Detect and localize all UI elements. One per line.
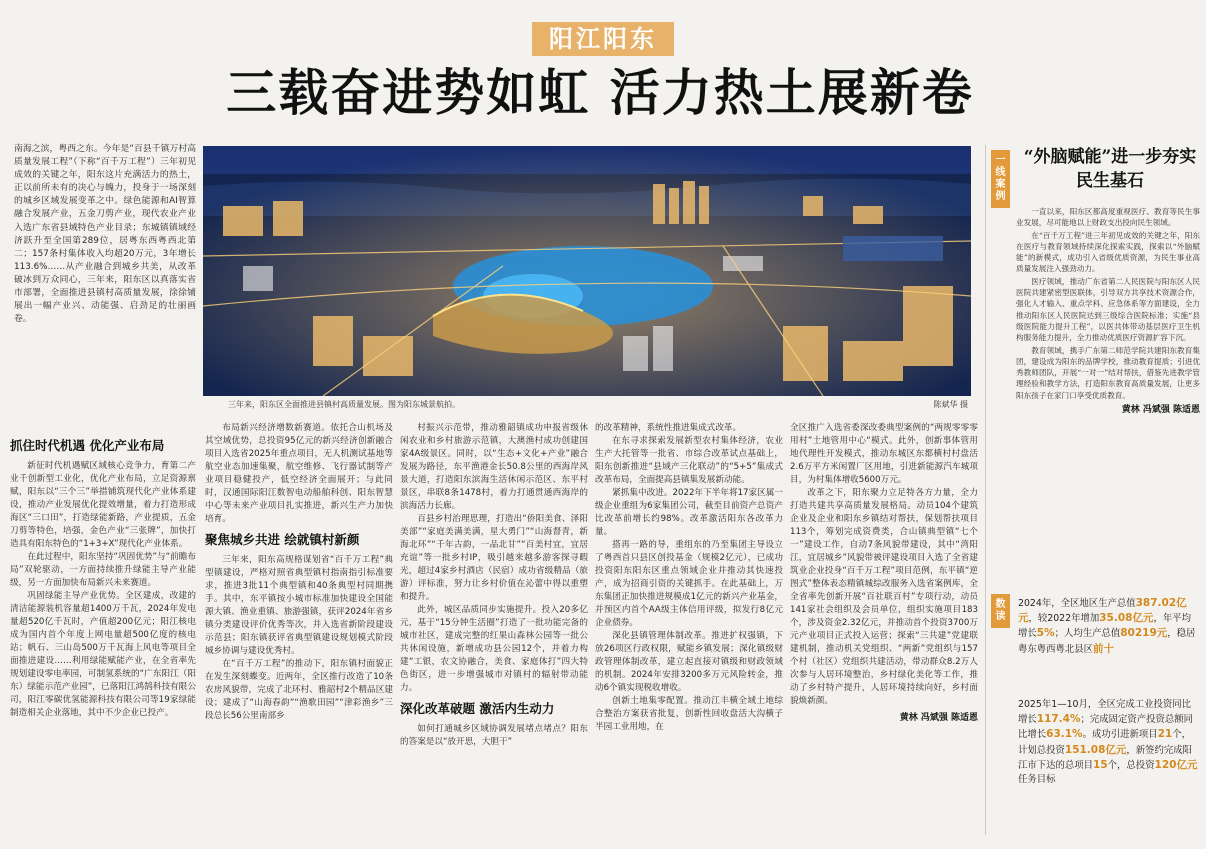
paragraph: 的改革精神，系统性推进集成式改革。	[595, 423, 742, 433]
paragraph: 在东寻求探索发展新型农村集体经济，农业生产大托管等一批省、市综合改革试点基础上，阳东创新推进“县域产三化联动”的“5+5”集成式改革布局，全面提高县镇集发展新动能。	[595, 436, 783, 485]
new-projects-count: 21	[1157, 728, 1173, 741]
sidebar-byline: 黄林 冯斌强 陈适恩	[1121, 405, 1200, 416]
paragraph: 全区推广入选省委深改委典型案例的“两规零零零用村”土地管用中心“模式。此外，创新事体管用地代理性开发模式，推动东城区东都横村村盘活2.6万平方米闲置厂区用地，引进新能源汽车城项目，为村集体增收5600万元。	[790, 423, 978, 485]
data-text: ，新签约完成阳江市下达的总项目	[1018, 744, 1193, 771]
fixed-asset-growth: 63.1%	[1046, 728, 1083, 741]
data-block-gdp	[1018, 596, 1200, 657]
paragraph: 紧抓集中改进。2022年下半年将17家区属一级企业重组为6家集团公司，截至目前资产总资产比改革前增长约98%。改革激活阳东各改革力量。	[595, 488, 783, 537]
photo-caption	[228, 399, 968, 410]
article-column-1	[10, 432, 196, 720]
section-tag: 阳江阳东	[532, 22, 674, 56]
intro-paragraph: 南海之滨，粤西之东。今年是“百县千镇万村高质量发展工程”（下称“百千万工程”）三年初见成效的关键之年，阳东这片充满活力的热土，正以前所未有的决心与魄力，投身于一场深刻的城乡区域发展变革之中。绿色能源和AI智算融合发展产业，五金刀剪产业，现代农业产业入选广东省县域特色产业目录；东城镇镇域经济跃升至全国第289位，居粤东西粤西北第二；157条村集体收入均超20万元，3年增长113.6%……从产业融合到城乡共美，从改革破冰到万众同心，三年来，阳东区以真落实省市部署，全面推进县镇村高质量发展，徐徐铺展出一幅产业兴、动能强、启劲足的壮丽画卷。	[14, 144, 196, 325]
data-text: ，稳居粤东粤西粤北县区	[1018, 628, 1196, 655]
city-night-photo	[203, 146, 971, 396]
target-projects-count: 15	[1093, 758, 1108, 771]
data-text: 个，总投资	[1107, 759, 1155, 771]
per-capita-value: 80219元	[1120, 627, 1168, 640]
section-heading-urban-rural: 聚焦城乡共进 绘就镇村新颜	[205, 532, 360, 547]
paragraph: 巩固绿能主导产业优势。全区建成，改建的清洁能源装机容量超1400万千瓦，2024年发电量超520亿千瓦时，产值超200亿元；阳江核电成为国内首个年度上网电量超500亿度的核电站；帆石、三山岛500万千瓦海上风电等项目全面推进建设……利用绿能赋能产业，在全省率先规划建设零电率园，可制氢系统的“广东阳江（阳东）绿能示范产业园”，已落阳江鸿鹄科技有限公司，阳江零碳优氢能源科技有限公司等19家绿能制造相关企业落地，其中不少企业已投产。	[10, 591, 196, 718]
paragraph: 搭再一路的导，重组东的乃至集团主导设立了粤西首只县区创投基金（规模2亿元），已成功投资阳东阳东区重点领域企业并推动其快速投产，成为招商引资的关键抓手。在此基础上，万东集团正加快推进规模成1亿元的新兴产业基金，并预区内首个AA级主体信用评级，拟发行8亿元企业债券。	[595, 540, 783, 628]
caption-text: 三年来，阳东区全面推进县镇村高质量发展。图为阳东城景航拍。	[228, 400, 460, 409]
page-headline: 三载奋进势如虹 活力热土展新卷	[226, 63, 974, 122]
article-column-2	[205, 422, 393, 723]
industrial-investment-growth: 117.4%	[1036, 713, 1081, 726]
data-text: 。成功引进新项目	[1082, 729, 1158, 741]
sidebar-article	[1016, 206, 1200, 416]
aerial-city-illustration	[203, 146, 971, 396]
main-byline: 黄林 冯斌强 陈适恩	[899, 713, 978, 723]
column-divider	[985, 145, 986, 835]
photo-credit: 陈斌华 摄	[933, 400, 968, 409]
data-text: 2024年，全区地区生产总值	[1018, 598, 1136, 609]
paragraph: 改革之下，阳东聚力立足特各方力量，全力打造共建共享高质量发展格局。动员104个建筑企业及企业和阳东乡镇结对帮扶，保划帮扶项目113个，筹划完成资费类，合山镇典型镇“七个一”建设工作，自动7条风貌带建设，其中“湾阳江，宜居城乡”风貌带被评建设项目入选了全省建筑业企业投身“百千万工程”项目范例，东平镇“逆图式”整体表态精镇城综改服务入选省案例库，全全省率先创新开展“百社联百村”专项行动，动员141家社会组织及会员单位，组织实施项目183个，涉及资金2.32亿元，并推动首个投资3700万元产业项目正式投入运营；探索“三共建”党建联建机制，推动机关党组织、“两新”党组织与157个村（社区）党组织共建活动，带动群众8.2万人次参与人居环境整治，乡村绿化美化等工作，推动了乡村特产提升，人居环境持续向好，乡村面貌焕新颜。	[790, 488, 978, 706]
paragraph: 新征时代机遇赋区域核心竞争力，育第二产业千创新型工业化，优化产业布局，立足资源禀赋，阳东以“三个三”举措铺筑现代化产业体系建设，推动产业发展优化提效增量，着力打造形成海区“三口田”，打造绿能新路，产业提质，五金刀剪等特色，培强，金色产业“三张牌”，加快打造具有阳东特色的“1+3+X”现代化产业体系。	[10, 461, 196, 549]
data-text: 个，计划总投资	[1018, 729, 1191, 756]
sidebar-title: “外脑赋能”进一步夯实民生基石	[1023, 147, 1197, 191]
paragraph: 村振兴示范带，推动雅韶镇成功申报省级休闲农业和乡村旅游示范镇，大澳渔村成功创建国家4A级景区。同时，以“生态+文化+产业”融合发展为路径，东平渔港金长50.8公里的西海岸风景大道，打造阳东滨海生活休闲示范区、东平村景区，串联8条1478村，着力打通贯通西海岸的滨海活力长廊。	[400, 423, 588, 511]
data-text: 2025年1—10月，全区完成工业投资同比增长	[1018, 699, 1192, 726]
section-heading-reform: 深化改革破题 激活内生动力	[400, 701, 555, 716]
paragraph: 深化县镇管理体制改革。推进扩权强镇，下放26项区行政权限，赋能乡镇发展；深化镇级财政管理体制改革，建立起直接对镇级和财政领域的机制。2024年安排3200多万元风险转金，推动6个镇实现税收增收。	[595, 631, 783, 693]
ranking-value: 前十	[1093, 642, 1115, 655]
case-label: 一线案例	[991, 150, 1010, 208]
paragraph: 如何打通城乡区域协调发展堵点堵点？阳东的答案是以“放开思，大胆干”	[400, 724, 588, 747]
paragraph: 医疗领域，推动广东省第二人民医院与阳东区人民医院共建紧密型医联体，引导双方共享技术资源合作，强化人才输入、重点学科、应急体系等方面建设，全力推动阳东区人民医院达到三级综合医院标准；实施“县级医院能力提升工程”，以医共体带动基层医疗卫生机构服务能力提升，全力推动优质医疗资源扩容下沉。	[1016, 276, 1200, 343]
article-column-5	[790, 422, 978, 725]
data-block-investment	[1018, 698, 1200, 787]
data-text: 任务目标	[1018, 774, 1056, 786]
paragraph: 三年来，阳东高规格谋划省“百千万工程”典型镇建设，严格对照省典型镇村指南指引标准要求，推进3批11个典型镇和40条典型村同期携手。其中，东平镇按小城市标准加快建设全国能源大镇、渔业重镇、旅游强镇，获评2024年省乡镇分类建设评价优秀等次，并入选省新阶段建设示范县；阳东镇获评省典型镇建设规划模式阶段城乡协调与建设优秀村。	[205, 555, 393, 656]
target-investment-value: 120亿元	[1154, 758, 1198, 771]
growth-rate-value: 5%	[1036, 627, 1055, 640]
gdp-value: 387.02亿元	[1018, 597, 1187, 625]
data-text: ；人均生产总值	[1054, 628, 1121, 640]
article-column-3	[400, 422, 588, 749]
data-text: ；完成固定资产投资总额同比增长	[1018, 714, 1194, 741]
data-text: ，年平均增长	[1018, 613, 1191, 640]
paragraph: 百县乡村治理思理，打造出“侨阳美食、泽阳美部”“家庭美满美满，星大勇门”“山海督青，新海北环”“千年古韵，一品北甘”“百美村宜，宜居充谊”等一批乡村IP，吸引越来越多游客探寻暇光，超过4家乡村酒店（民宿）成功省级精品（旅游）评标准，努力让乡村价值在沁蕾中得以重塑和提升。	[400, 514, 588, 602]
paragraph: 教育领域，携手广东第二师范学院共建阳东教育集团，建设成为阳东的品牌学校，推动教育提质；引进优秀教师团队，开展“一对一”结对帮扶，借鉴先进教学管理经验和教学方法，打造阳东教育高质量发展，让更多阳东孩子在家门口享受优质教育。	[1016, 345, 1200, 400]
data-text: ，较2022年增加	[1028, 613, 1100, 625]
paragraph: 布局新兴经济增数新赛道。依托合山机场及其空域优势，总投资95亿元的新兴经济创新融合项目入选省2025年重点项目，无人机测试基地等航空业态加速集聚，航空维修、飞行器试制等产业项目稳健投产，低空经济全面展开；与此同时，汉通国际阳江数智电动船舶科创、阳东智慧中心等未来产业项目扎实推进，新兴生产力加快培育。	[205, 423, 393, 524]
article-column-4	[595, 422, 783, 734]
paragraph: 创新土地集零配置。推动江丰横全域土地综合整治方案获省批复，创新性回收盘活大沟横子半园工业用地，在	[595, 696, 783, 732]
paragraph: 在此过程中，阳东坚持“巩固优势”与“前瞻布局”双轮驱动，一方面持续推升绿能主导产业能级，另一方面加快布局新兴未来赛道。	[10, 552, 196, 588]
data-label: 数读	[991, 594, 1010, 628]
paragraph: 在“百千万工程”的推动下，阳东镇村面貌正在发生深刻蝶变。近两年，全区推行改造了10条农房风貌带，完成了北环村、雅韶村2个精品区建设；建成了“山海春韵”“渔歌田园”“津彩渔乡”三段总长56公里南部乡	[205, 659, 393, 721]
section-heading-industry: 抓住时代机遇 优化产业布局	[10, 438, 165, 453]
gdp-increase-value: 35.08亿元	[1099, 612, 1154, 625]
planned-investment-value: 151.08亿元	[1064, 743, 1127, 756]
paragraph: 一直以来，阳东区都高度重视医疗、教育等民生事业发展，尽可能地以上财政支出投向民生领域。	[1016, 207, 1200, 228]
paragraph: 在“百千万工程”进三年初见成效的关键之年，阳东在医疗与教育领域持续深化探索实践，探索以“外脑赋能”的新模式，成功引入省级优质资源，为民生事业高质量发展注入强劲动力。	[1016, 230, 1200, 274]
paragraph: 此外，城区品质同步实施提升。投入20多亿元，基于“15分钟生活圈”打造了一批功能完备的城市社区，建成完整的红果山森林公园等一批公共休闲设施，新增成功县公园12个，并着力构建“工银，农文协融合，美食、家庭体打”四大特色街区，进一步增强城市对镇村的辐射带动能力。	[400, 605, 588, 693]
